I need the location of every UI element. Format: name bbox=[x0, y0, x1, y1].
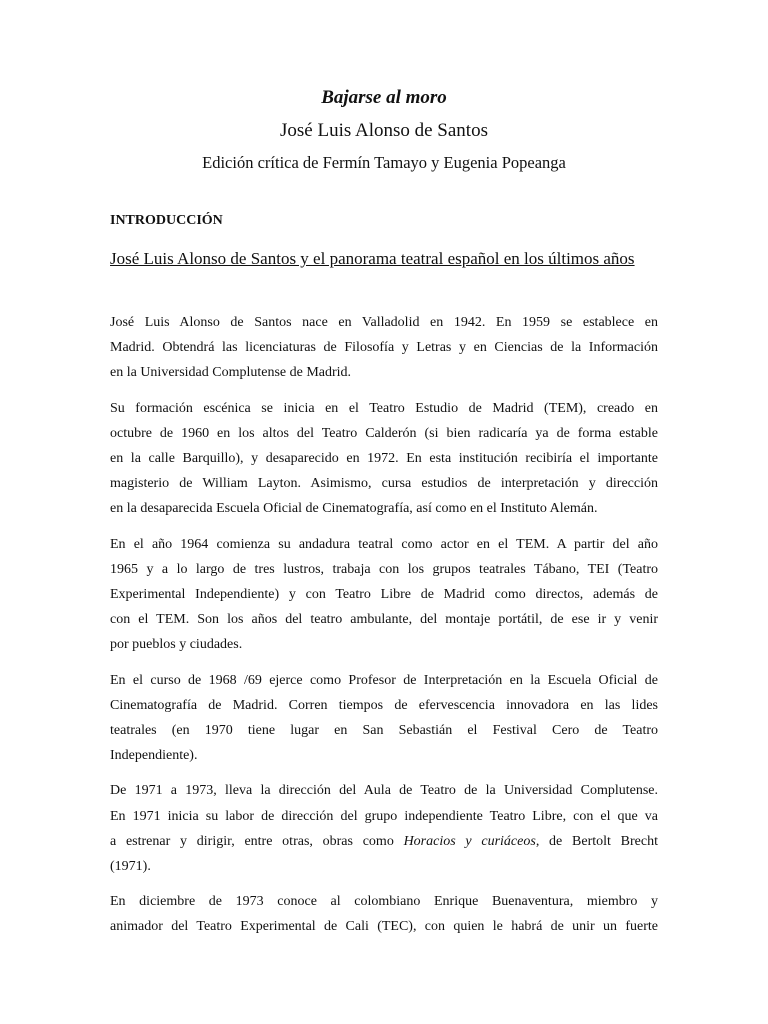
paragraph bbox=[110, 668, 658, 769]
paragraph-line: De 1971 a 1973, lleva la dirección del Aula de Teatro de la Universidad Complutense. bbox=[110, 783, 658, 799]
paragraph-line: teatrales (en 1970 tiene lugar en San Sebastián el Festival Cero de Teatro bbox=[110, 723, 658, 739]
paragraph bbox=[110, 532, 658, 658]
paragraph-line: en la desaparecida Escuela Oficial de Cinematografía, así como en el Instituto Alemán. bbox=[110, 501, 598, 517]
author-name: José Luis Alonso de Santos bbox=[280, 120, 488, 141]
section-heading: INTRODUCCIÓN bbox=[110, 213, 223, 228]
body-text bbox=[110, 310, 658, 950]
paragraph-line: En diciembre de 1973 conoce al colombiano Enrique Buenaventura, miembro y bbox=[110, 894, 658, 910]
paragraph-line: En el año 1964 comienza su andadura teatral como actor en el TEM. A partir del año bbox=[110, 536, 658, 552]
paragraph bbox=[110, 396, 658, 522]
section-subheading: José Luis Alonso de Santos y el panorama teatral español en los últimos años bbox=[110, 249, 635, 268]
paragraph-line: Su formación escénica se inicia en el Teatro Estudio de Madrid (TEM), creado en bbox=[110, 400, 658, 416]
line-text: , de Bertolt Brecht bbox=[535, 833, 658, 849]
line-text: a estrenar y dirigir, entre otras, obras como bbox=[110, 833, 404, 849]
paragraph-line: en la Universidad Complutense de Madrid. bbox=[110, 365, 352, 381]
paragraph-line: José Luis Alonso de Santos nace en Valladolid en 1942. En 1959 se establece en bbox=[110, 315, 658, 330]
paragraph-line: Independiente). bbox=[110, 748, 198, 764]
edition-credit: Edición crítica de Fermín Tamayo y Eugenia Popeanga bbox=[202, 153, 566, 172]
paragraph-line: En el curso de 1968 /69 ejerce como Profesor de Interpretación en la Escuela Oficial de bbox=[110, 672, 658, 688]
paragraph-line: 1965 y a lo largo de tres lustros, trabaja con los grupos teatrales Tábano, TEI (Teatro bbox=[110, 561, 658, 577]
paragraph-line: por pueblos y ciudades. bbox=[110, 637, 243, 653]
paragraph-line: Cinematografía de Madrid. Corren tiempos de efervescencia innovadora en las lides bbox=[110, 697, 658, 713]
paragraph-line: en la calle Barquillo), y desaparecido en 1972. En esta institución recibiría el importante bbox=[110, 451, 658, 467]
work-title: Horacios y curiáceos bbox=[403, 833, 536, 849]
paragraph-line: con el TEM. Son los años del teatro ambulante, del montaje portátil, de ese ir y venir bbox=[110, 612, 658, 628]
paragraph-line: octubre de 1960 en los altos del Teatro Calderón (si bien radicaría ya de forma estable bbox=[110, 425, 658, 441]
book-title: Bajarse al moro bbox=[321, 87, 447, 108]
paragraph-line: En 1971 inicia su labor de dirección del grupo independiente Teatro Libre, con el que va bbox=[110, 808, 658, 824]
paragraph bbox=[110, 778, 658, 879]
paragraph-line: (1971). bbox=[110, 859, 151, 875]
paragraph bbox=[110, 889, 658, 939]
paragraph-line: Madrid. Obtendrá las licenciaturas de Filosofía y Letras y en Ciencias de la Información bbox=[110, 340, 658, 356]
paragraph-line bbox=[110, 829, 658, 854]
paragraph-line: Experimental Independiente) y con Teatro Libre de Madrid como directos, además de bbox=[110, 587, 658, 603]
paragraph-line: animador del Teatro Experimental de Cali (TEC), con quien le habrá de unir un fuerte bbox=[110, 919, 658, 935]
paragraph-line: magisterio de William Layton. Asimismo, cursa estudios de interpretación y dirección bbox=[110, 476, 658, 492]
paragraph bbox=[110, 310, 658, 386]
